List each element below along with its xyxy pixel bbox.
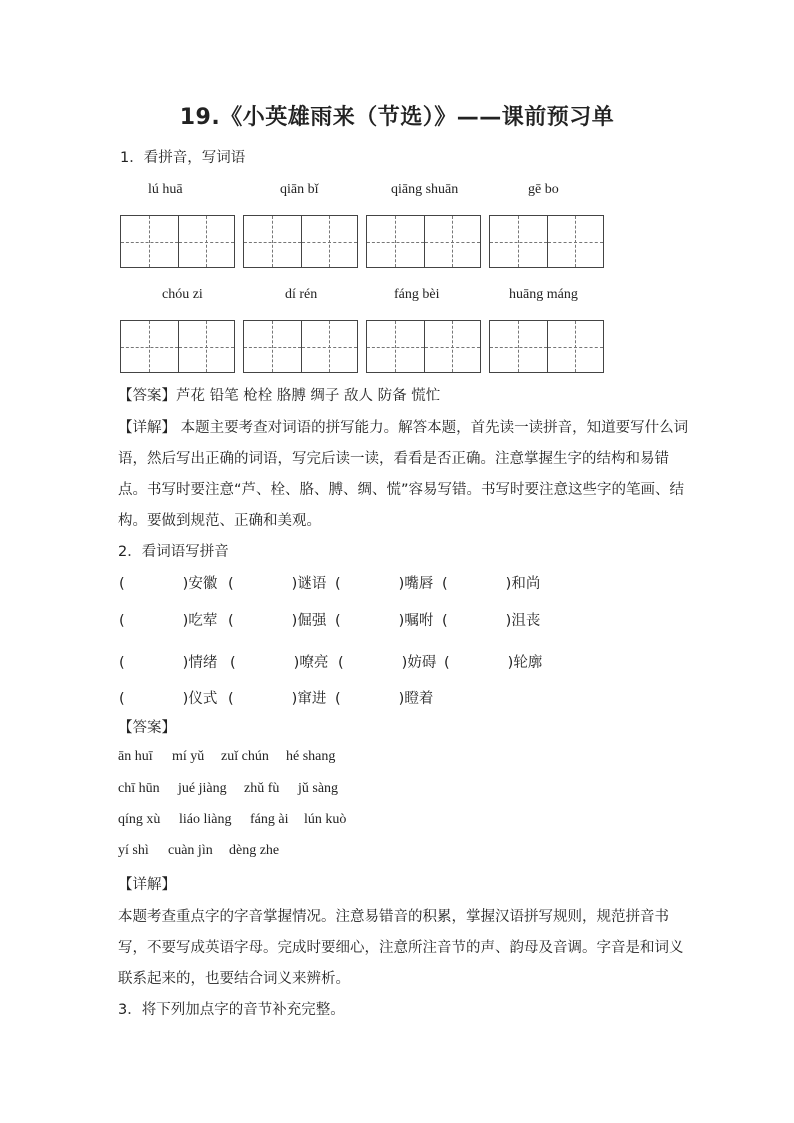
answer-pinyin: zuǐ chún [221, 749, 269, 764]
q2-detail-line: 联系起来的，也要结合词义来辨析。 [118, 971, 350, 987]
pinyin-label: qiān bǐ [280, 182, 319, 197]
answer-pinyin: hé shang [286, 749, 336, 764]
word: 吃荤 [188, 613, 218, 629]
pinyin-label: qiāng shuān [391, 182, 459, 197]
pinyin-label: gē bo [528, 182, 559, 197]
answer-pinyin: qíng xù [118, 812, 161, 827]
blank-item[interactable]: ( )妨碍 [338, 655, 437, 671]
writing-grid[interactable] [366, 215, 481, 268]
answer-pinyin: jué jiàng [178, 781, 227, 796]
blank-item[interactable]: ( )情绪 [119, 655, 218, 671]
word: 倔强 [297, 613, 327, 629]
answer-pinyin: fáng ài [250, 812, 289, 827]
blank-item[interactable]: ( )瞪着 [335, 691, 434, 707]
writing-grid[interactable] [243, 320, 358, 373]
blank-item[interactable]: ( )吃荤 [119, 613, 218, 629]
blank-item[interactable]: ( )轮廓 [444, 655, 543, 671]
blank-item[interactable]: ( )嘱咐 [335, 613, 434, 629]
word: 嘴唇 [404, 576, 434, 592]
answer-pinyin: chī hūn [118, 781, 160, 796]
q1-detail-line: 【详解】 本题主要考查对词语的拼写能力。解答本题，首先读一读拼音，知道要写什么词 [118, 420, 689, 436]
answer-pinyin: cuàn jìn [168, 843, 213, 858]
word: 轮廓 [513, 655, 543, 671]
q3-heading: 3．将下列加点字的音节补充完整。 [118, 1002, 345, 1018]
answer-pinyin: yí shì [118, 843, 149, 858]
answer-pinyin: jǔ sàng [298, 781, 339, 796]
blank-item[interactable]: ( )窜进 [228, 691, 327, 707]
blank-item[interactable]: ( )嘹亮 [230, 655, 329, 671]
blank-item[interactable]: ( )倔强 [228, 613, 327, 629]
q2-detail-line: 本题考查重点字的字音掌握情况。注意易错音的积累，掌握汉语拼写规则，规范拼音书 [118, 909, 669, 925]
word: 窜进 [297, 691, 327, 707]
pinyin-label: chóu zi [162, 287, 203, 302]
pinyin-label: lú huā [148, 182, 183, 197]
q1-heading: 1．看拼音，写词语 [120, 150, 246, 166]
writing-grid[interactable] [120, 320, 235, 373]
writing-grid[interactable] [243, 215, 358, 268]
blank-item[interactable]: ( )沮丧 [442, 613, 541, 629]
q2-detail-line: 写，不要写成英语字母。完成时要细心，注意所注音节的声、韵母及音调。字音是和词义 [118, 940, 684, 956]
blank-item[interactable]: ( )和尚 [442, 576, 541, 592]
writing-grid[interactable] [120, 215, 235, 268]
page-title: 19.《小英雄雨来（节选）》——课前预习单 [179, 105, 615, 130]
blank-item[interactable]: ( )谜语 [228, 576, 327, 592]
answer-pinyin: mí yǔ [172, 749, 205, 764]
pinyin-label: dí rén [285, 287, 318, 302]
word: 瞪着 [404, 691, 434, 707]
word: 沮丧 [511, 613, 541, 629]
word: 嘱咐 [404, 613, 434, 629]
q2-heading: 2．看词语写拼音 [118, 544, 229, 560]
pinyin-label: fáng bèi [394, 287, 440, 302]
writing-grid[interactable] [489, 320, 604, 373]
word: 嘹亮 [299, 655, 329, 671]
q1-detail-line: 构。要做到规范、正确和美观。 [118, 513, 321, 529]
answer-pinyin: liáo liàng [179, 812, 232, 827]
word: 和尚 [511, 576, 541, 592]
word: 安徽 [188, 576, 218, 592]
answer-pinyin: ān huī [118, 749, 153, 764]
q1-detail-line: 语，然后写出正确的词语，写完后读一读，看看是否正确。注意掌握生字的结构和易错 [118, 451, 669, 467]
q2-detail-label: 【详解】 [118, 877, 176, 893]
word: 谜语 [297, 576, 327, 592]
word: 仪式 [188, 691, 218, 707]
blank-item[interactable]: ( )安徽 [119, 576, 218, 592]
blank-item[interactable]: ( )嘴唇 [335, 576, 434, 592]
word: 妨碍 [407, 655, 437, 671]
writing-grid[interactable] [489, 215, 604, 268]
q1-answer: 【答案】芦花 铅笔 枪栓 胳膊 绸子 敌人 防备 慌忙 [118, 388, 441, 404]
answer-pinyin: dèng zhe [229, 843, 280, 858]
pinyin-label: huāng máng [509, 287, 578, 302]
q1-detail-line: 点。书写时要注意“芦、栓、胳、膊、绸、慌”容易写错。书写时要注意这些字的笔画、结 [118, 482, 685, 498]
blank-item[interactable]: ( )仪式 [119, 691, 218, 707]
writing-grid[interactable] [366, 320, 481, 373]
answer-pinyin: zhǔ fù [244, 781, 280, 796]
q2-answer-label: 【答案】 [118, 720, 176, 736]
answer-pinyin: lún kuò [304, 812, 347, 827]
word: 情绪 [188, 655, 218, 671]
